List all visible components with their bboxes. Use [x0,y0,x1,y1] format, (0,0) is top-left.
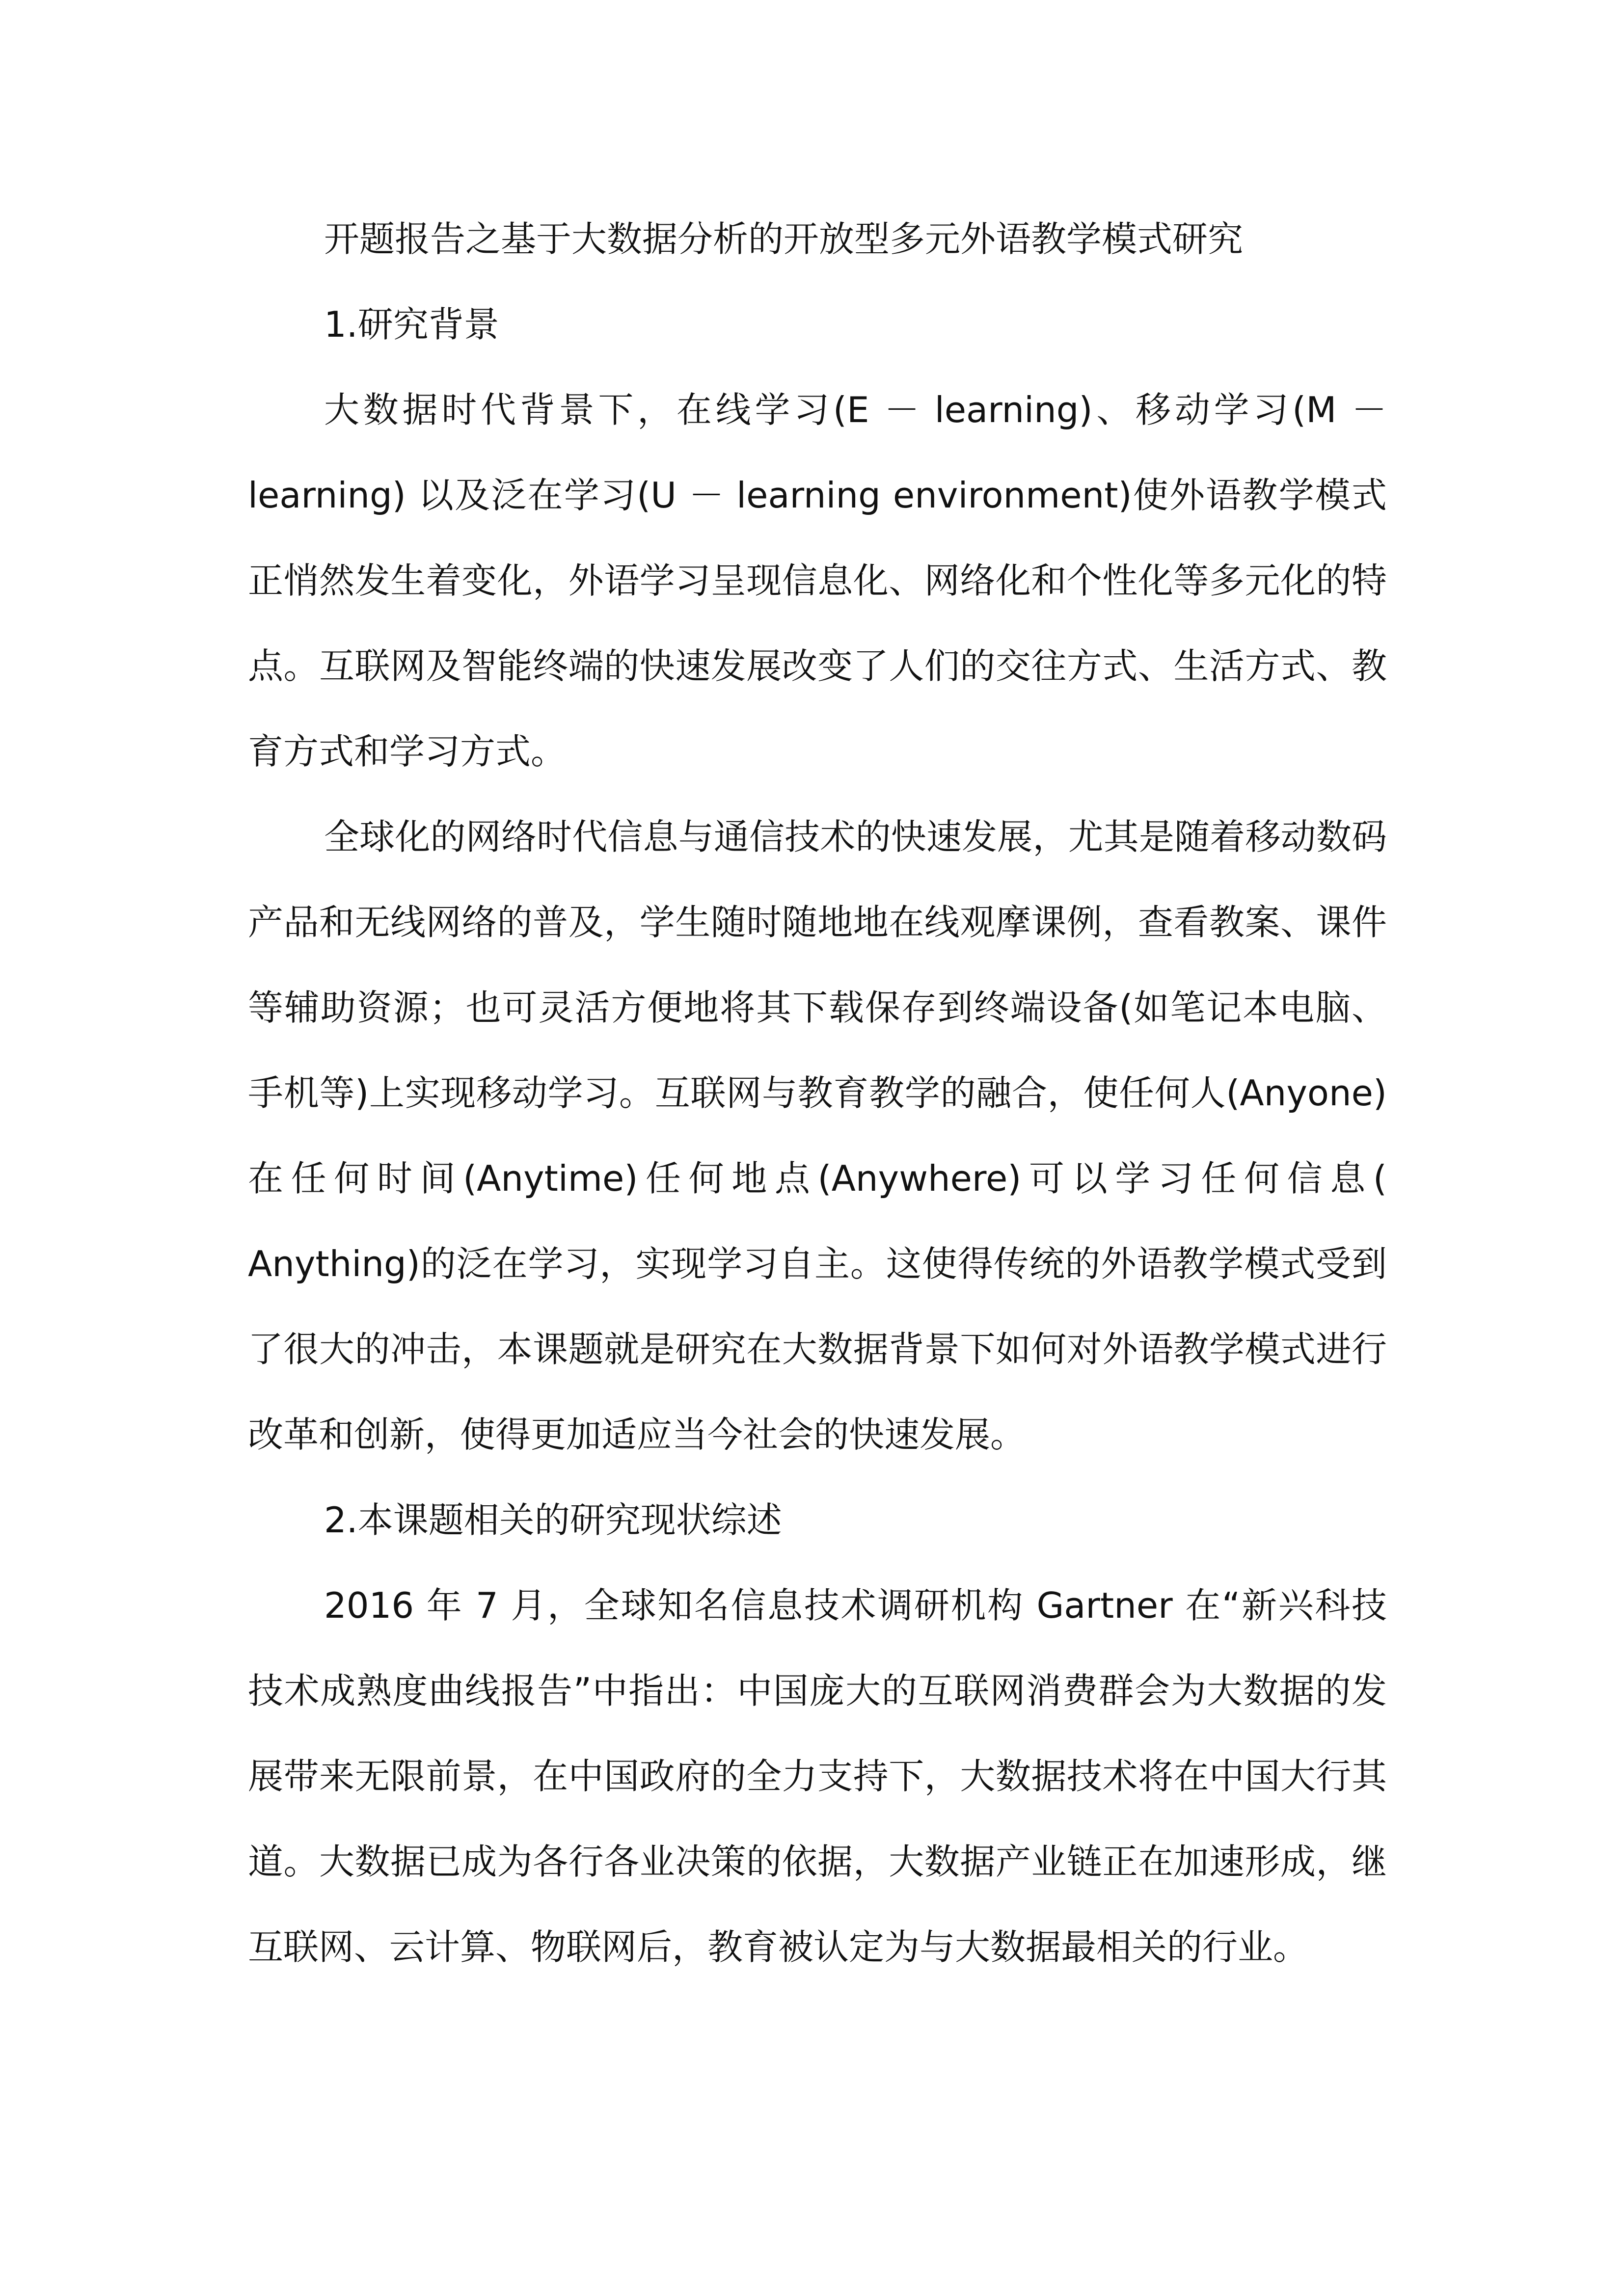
paragraph-research-status: 2016 年 7 月，全球知名信息技术调研机构 Gartner 在“新兴科技技术成熟度曲线报告”中指出：中国庞大的互联网消费群会为大数据的发展带来无限前景，在中国政府的全力支持下，大数据技术将在中国大行其道。大数据已成为各行各业决策的依据，大数据产业链正在加速形成，继互联网、云计算、物联网后，教育被认定为与大数据最相关的行业。 [248,1585,1387,1968]
document-title: 开题报告之基于大数据分析的开放型多元外语教学模式研究 [324,218,1244,260]
section-heading-research-status: 2.本课题相关的研究现状综述 [324,1499,782,1541]
paragraph-background-2: 全球化的网络时代信息与通信技术的快速发展，尤其是随着移动数码产品和无线网络的普及，学生随时随地地在线观摩课例，查看教案、课件等辅助资源；也可灵活方便地将其下载保存到终端设备(如笔记本电脑、手机等)上实现移动学习。互联网与教育教学的融合，使任何人(Anyone)在任何时间(Anytime)任何地点(Anywhere)可以学习任何信息( Anything)的泛在学习，实现学习自主。这使得传统的外语教学模式受到了很大的冲击，本课题就是研究在大数据背景下如何对外语教学模式进行改革和创新，使得更加适应当今社会的快速发展。 [248,816,1387,1455]
section-heading-background: 1.研究背景 [324,304,499,345]
paragraph-background-1: 大数据时代背景下，在线学习(E － learning)、移动学习(M － learning) 以及泛在学习(U － learning environment)使外语教学模式正悄然发生着变化，外语学习呈现信息化、网络化和个性化等多元化的特点。互联网及智能终端的快速发展改变了人们的交往方式、生活方式、教育方式和学习方式。 [248,389,1387,772]
document-body [248,196,1387,1990]
